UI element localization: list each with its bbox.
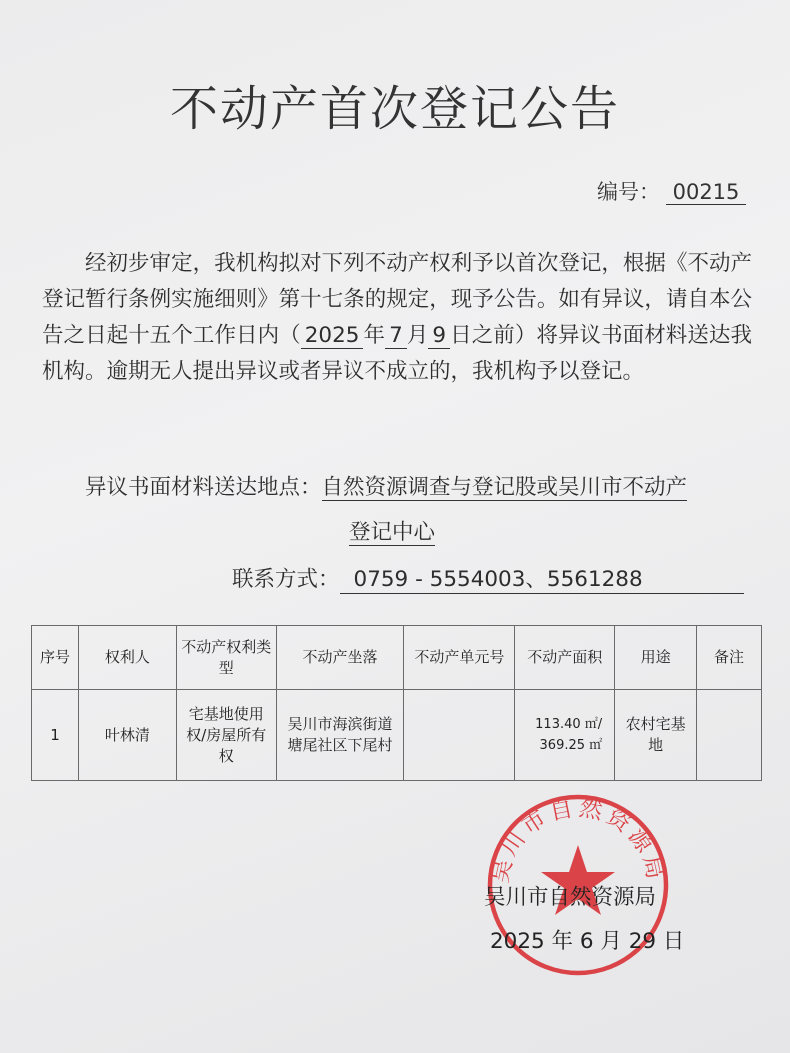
header-area: 不动产面积: [515, 626, 615, 690]
serial-number: [597, 176, 746, 206]
notice-title: 不动产首次登记公告: [169, 81, 620, 137]
header-remarks: 备注: [697, 626, 762, 690]
header-owner: 权利人: [78, 626, 176, 690]
cell-unit-number: [404, 690, 515, 781]
header-index: 序号: [32, 626, 79, 690]
deadline-month: 7: [385, 323, 407, 349]
serial-label: 编号：: [597, 180, 660, 204]
body-text-end: 日之前）将异议书面材料送达我机构。逾期无人提出异议或者异议不成立的，我机构予以登记。: [42, 323, 752, 384]
deadline-year: 2025: [301, 323, 364, 349]
table-header-row: [32, 626, 762, 690]
registration-table: [31, 625, 762, 781]
deadline-day: 9: [428, 323, 450, 349]
header-usage: 用途: [615, 626, 697, 690]
objection-address: [85, 470, 687, 501]
month-unit: 月: [406, 323, 429, 348]
cell-area: 113.40 ㎡/ 369.25 ㎡: [515, 690, 615, 781]
contact-label: 联系方式：: [232, 567, 340, 592]
objection-address-line2: 登记中心: [349, 520, 436, 545]
cell-index: 1: [32, 690, 79, 781]
issuing-agency: 吴川市自然资源局: [484, 885, 657, 910]
objection-address-line1: 自然资源调查与登记股或吴川市不动产: [321, 475, 688, 500]
table-row: [32, 690, 762, 781]
header-unit-number: 不动产单元号: [404, 626, 515, 690]
contact-info: [232, 562, 744, 594]
header-location: 不动产坐落: [276, 626, 404, 690]
seal-text: 吴川市自然资源局: [487, 795, 669, 886]
cell-right-type: 宅基地使用权/房屋所有权: [176, 690, 276, 781]
header-right-type: 不动产权利类型: [176, 626, 276, 690]
cell-remarks: [697, 690, 762, 781]
cell-location: 吴川市海滨街道塘尾社区下尾村: [276, 690, 404, 781]
body-text: 经初步审定，我机构拟对下列不动产权利予以首次登记，根据《不动产登记暂行条例实施细则》第十七条的规定，现予公告。如有异议，请自本公告之日起十五个工作日内（: [42, 251, 752, 348]
objection-address-cont: [349, 515, 435, 546]
notice-body: [42, 246, 752, 390]
serial-value: 00215: [666, 180, 746, 205]
cell-usage: 农村宅基地: [615, 690, 697, 781]
contact-phone: 0759 - 5554003、5561288: [340, 562, 744, 594]
cell-owner: 叶林清: [78, 690, 176, 781]
objection-label: 异议书面材料送达地点：: [85, 475, 322, 500]
issue-date: 2025 年 6 月 29 日: [490, 929, 685, 954]
year-unit: 年: [363, 323, 386, 348]
